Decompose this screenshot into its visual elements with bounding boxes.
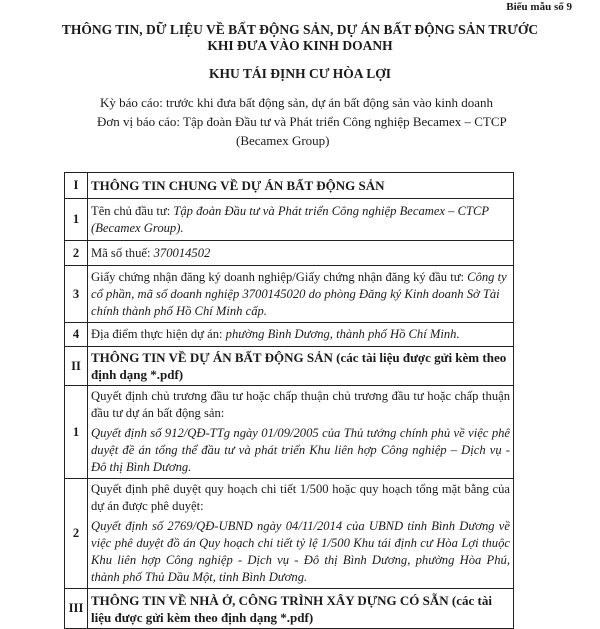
report-period: Kỳ báo cáo: trước khi đưa bất động sản, dự án bất động sản vào kinh doanh [100, 95, 494, 110]
table-row [65, 266, 514, 323]
field-label: Quyết định phê duyệt quy hoạch chi tiết 1/500 hoặc quy hoạch tổng mặt bằng của dự án được phê duyệt: [91, 482, 510, 513]
row-number: II [65, 347, 88, 386]
row-number: 1 [65, 199, 88, 241]
field-label: Địa điểm thực hiện dự án: [91, 327, 226, 341]
table-row [65, 199, 514, 241]
field-label: Mã số thuế: [91, 245, 154, 260]
table-row [65, 386, 514, 479]
row-number: 3 [65, 266, 88, 323]
project-name: KHU TÁI ĐỊNH CƯ HÒA LỢI [209, 66, 391, 81]
section-title: THÔNG TIN VỀ DỰ ÁN BẤT ĐỘNG SẢN (các tài liệu được gửi kèm theo định dạng *.pdf) [88, 347, 514, 386]
info-table [64, 172, 514, 629]
section-row [65, 173, 514, 199]
table-row [65, 241, 514, 266]
report-unit-group: (Becamex Group) [236, 133, 330, 148]
row-number: I [65, 173, 88, 199]
field-value: Quyết định số 912/QĐ-TTg ngày 01/09/2005 của Thủ tướng chính phủ về việc phê duyệt đề án tổng thể đầu tư và phát triển Khu liên hợp Công nghiệp – Dịch vụ - Đô thị Bình Dương. [91, 426, 510, 474]
section-title: THÔNG TIN CHUNG VỀ DỰ ÁN BẤT ĐỘNG SẢN [88, 173, 514, 199]
form-number: Biểu mẫu số 9 [506, 1, 572, 13]
field-label: Tên chủ đầu tư: [91, 203, 174, 218]
row-number: 1 [65, 386, 88, 479]
section-row [65, 347, 514, 386]
row-number: III [65, 589, 88, 629]
row-number: 4 [65, 323, 88, 347]
field-value: Tập đoàn Đầu tư và Phát triển Công nghiệp Becamex – CTCP (Becamex Group). [91, 203, 489, 235]
field-value: phường Bình Dương, thành phố Hồ Chí Minh. [225, 327, 460, 341]
table-row [65, 323, 514, 347]
field-label: Quyết định chủ trương đầu tư hoặc chấp thuận chủ trương đầu tư hoặc chấp thuận đầu tư dự án bất động sản: [91, 389, 510, 420]
section-title: THÔNG TIN VỀ NHÀ Ở, CÔNG TRÌNH XÂY DỰNG CÓ SẴN (các tài liệu được gửi kèm theo định dạng *.pdf) [88, 589, 514, 629]
table-row [65, 479, 514, 589]
field-label: Giấy chứng nhận đăng ký doanh nghiệp/Giấy chứng nhận đăng ký đầu tư: [91, 269, 468, 284]
report-unit: Đơn vị báo cáo: Tập đoàn Đầu tư và Phát triển Công nghiệp Becamex – CTCP [97, 114, 507, 129]
document-title-line1: THÔNG TIN, DỮ LIỆU VỀ BẤT ĐỘNG SẢN, DỰ ÁN BẤT ĐỘNG SẢN TRƯỚC [61, 22, 539, 37]
field-value: Quyết định số 2769/QĐ-UBND ngày 04/11/2014 của UBND tỉnh Bình Dương về việc phê duyệt đồ án Quy hoạch chi tiết tỷ lệ 1/500 Khu tái định cư Hòa Lợi thuộc Khu liên hợp Công nghiệp - Dịch vụ - Đô thị Bình Dương, phường Hòa Phú, thành phố Thủ Dầu Một, tỉnh Bình Dương. [91, 519, 510, 584]
field-value: 370014502 [153, 245, 211, 260]
row-number: 2 [65, 241, 88, 266]
field-value: Công ty cổ phần, mã số doanh nghiệp 3700145020 do phòng Đăng ký Kinh doanh Sở Tài chính thành phố Hồ Chí Minh cấp. [91, 269, 507, 318]
document-title-line2: KHI ĐƯA VÀO KINH DOANH [207, 38, 393, 53]
row-number: 2 [65, 479, 88, 589]
section-row [65, 589, 514, 629]
